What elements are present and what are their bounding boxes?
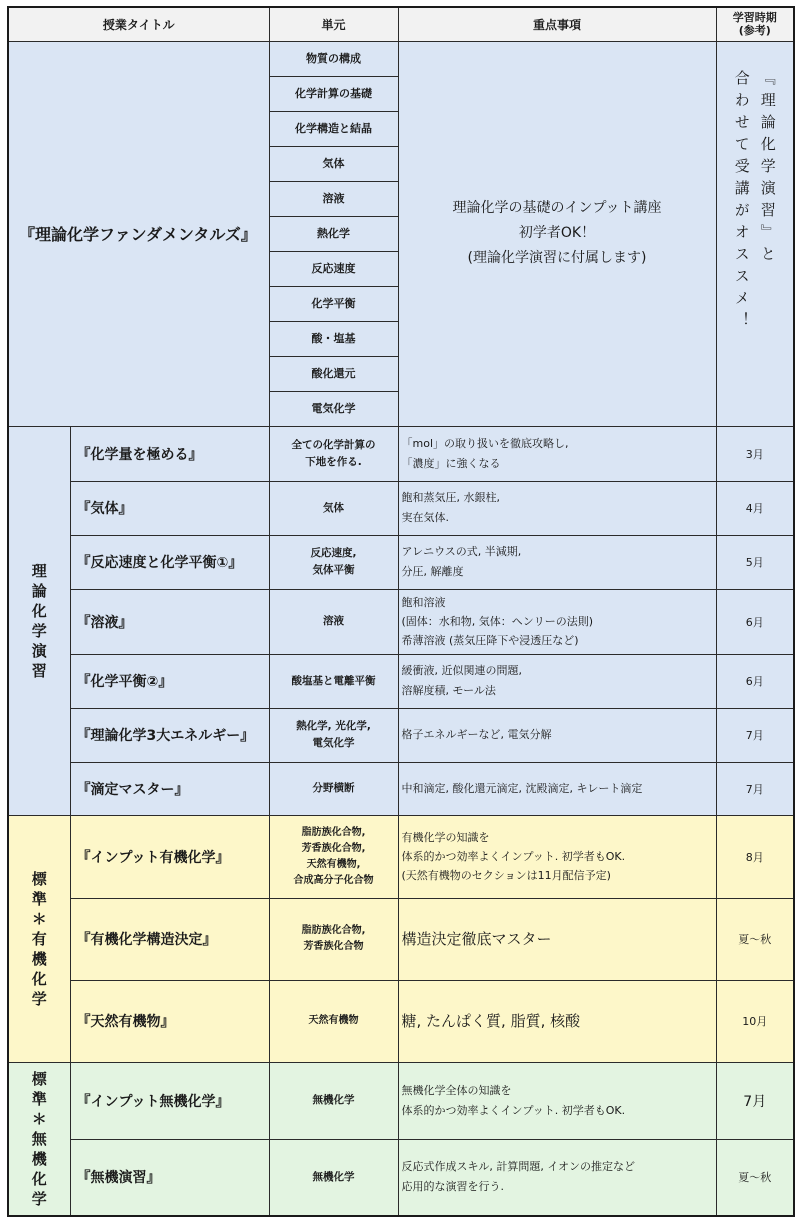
course-title: 『化学量を極める』: [70, 426, 269, 481]
course-row: [8, 426, 794, 481]
course-period: 10月: [716, 980, 794, 1062]
header-unit: 単元: [269, 7, 398, 41]
course-unit: 熱化学, 光化学, 電気化学: [269, 708, 398, 762]
course-focus: 緩衝液, 近似関連の問題, 溶解度積, モール法: [398, 654, 716, 708]
course-focus: 格子エネルギーなど, 電気分解: [398, 708, 716, 762]
fundamentals-unit: 化学構造と結晶: [269, 111, 398, 146]
course-row: [8, 898, 794, 980]
course-table: [7, 6, 795, 1217]
course-focus: 反応式作成スキル, 計算問題, イオンの推定など 応用的な演習を行う.: [398, 1139, 716, 1216]
fundamentals-recommendation: [716, 41, 794, 426]
course-unit: 分野横断: [269, 762, 398, 815]
course-unit: 無機化学: [269, 1139, 398, 1216]
group-label-inorganic: [8, 1062, 70, 1216]
course-row: [8, 1062, 794, 1139]
course-sheet: [7, 6, 793, 1220]
course-title: 『有機化学構造決定』: [70, 898, 269, 980]
course-title: 『化学平衡②』: [70, 654, 269, 708]
header-title: 授業タイトル: [8, 7, 269, 41]
course-title: 『インプット有機化学』: [70, 815, 269, 898]
course-period: 6月: [716, 589, 794, 654]
course-unit: 気体: [269, 481, 398, 535]
course-period: 8月: [716, 815, 794, 898]
course-focus: 「mol」の取り扱いを徹底攻略し, 「濃度」に強くなる: [398, 426, 716, 481]
course-title: 『天然有機物』: [70, 980, 269, 1062]
fundamentals-unit: 酸・塩基: [269, 321, 398, 356]
course-row: [8, 1139, 794, 1216]
fundamentals-focus: 理論化学の基礎のインプット講座 初学者OK！ (理論化学演習に付属します): [398, 41, 716, 426]
fundamentals-unit: 反応速度: [269, 251, 398, 286]
course-row: [8, 762, 794, 815]
recommend-line-right: 『理論化学演習』と: [758, 69, 777, 268]
fundamentals-title: 『理論化学ファンダメンタルズ』: [8, 41, 269, 426]
recommend-line-left: 合わせて受講がオススメ！: [732, 69, 751, 334]
course-period: 5月: [716, 535, 794, 589]
course-title: 『反応速度と化学平衡①』: [70, 535, 269, 589]
course-focus: 中和滴定, 酸化還元滴定, 沈殿滴定, キレート滴定: [398, 762, 716, 815]
course-focus: 無機化学全体の知識を 体系的かつ効率よくインプット. 初学者もOK.: [398, 1062, 716, 1139]
course-title: 『溶液』: [70, 589, 269, 654]
course-title: 『理論化学3大エネルギー』: [70, 708, 269, 762]
course-period: 4月: [716, 481, 794, 535]
course-unit: 全ての化学計算の 下地を作る.: [269, 426, 398, 481]
course-focus: 構造決定徹底マスター: [398, 898, 716, 980]
course-focus: 糖, たんぱく質, 脂質, 核酸: [398, 980, 716, 1062]
course-unit: 反応速度, 気体平衡: [269, 535, 398, 589]
fundamentals-unit: 化学平衡: [269, 286, 398, 321]
course-period: 6月: [716, 654, 794, 708]
fundamentals-unit: 電気化学: [269, 391, 398, 426]
course-title: 『無機演習』: [70, 1139, 269, 1216]
fundamentals-unit: 気体: [269, 146, 398, 181]
group-label-organic: [8, 815, 70, 1062]
course-row: [8, 815, 794, 898]
fundamentals-row: [8, 41, 794, 76]
course-unit: 天然有機物: [269, 980, 398, 1062]
course-focus: 飽和溶液 (固体：水和物, 気体：ヘンリーの法則) 希薄溶液 (蒸気圧降下や浸透圧など): [398, 589, 716, 654]
fundamentals-unit: 熱化学: [269, 216, 398, 251]
course-period: 3月: [716, 426, 794, 481]
course-period: 7月: [716, 1062, 794, 1139]
course-title: 『気体』: [70, 481, 269, 535]
course-unit: 酸塩基と電離平衡: [269, 654, 398, 708]
course-title: 『滴定マスター』: [70, 762, 269, 815]
course-row: [8, 708, 794, 762]
course-period: 夏〜秋: [716, 898, 794, 980]
course-unit: 溶液: [269, 589, 398, 654]
header-row: [8, 7, 794, 41]
course-period: 7月: [716, 708, 794, 762]
fundamentals-unit: 化学計算の基礎: [269, 76, 398, 111]
course-row: [8, 589, 794, 654]
course-unit: 脂肪族化合物, 芳香族化合物, 天然有機物, 合成高分子化合物: [269, 815, 398, 898]
group-label-theory: [8, 426, 70, 815]
course-unit: 脂肪族化合物, 芳香族化合物: [269, 898, 398, 980]
course-unit: 無機化学: [269, 1062, 398, 1139]
group-name: 標準＊無機化学: [31, 1069, 47, 1208]
course-row: [8, 481, 794, 535]
fundamentals-unit: 溶液: [269, 181, 398, 216]
course-focus: 有機化学の知識を 体系的かつ効率よくインプット. 初学者もOK. (天然有機物のセクションは11月配信予定): [398, 815, 716, 898]
course-title: 『インプット無機化学』: [70, 1062, 269, 1139]
header-period: 学習時期 (参考): [716, 7, 794, 41]
course-row: [8, 535, 794, 589]
course-focus: 飽和蒸気圧, 水銀柱, 実在気体.: [398, 481, 716, 535]
fundamentals-unit: 物質の構成: [269, 41, 398, 76]
header-focus: 重点事項: [398, 7, 716, 41]
fundamentals-unit: 酸化還元: [269, 356, 398, 391]
group-name: 標準＊有機化学: [31, 869, 47, 1008]
course-row: [8, 654, 794, 708]
course-focus: アレニウスの式, 半減期, 分圧, 解離度: [398, 535, 716, 589]
course-period: 夏〜秋: [716, 1139, 794, 1216]
course-row: [8, 980, 794, 1062]
group-name: 理論化学演習: [31, 561, 47, 680]
course-period: 7月: [716, 762, 794, 815]
